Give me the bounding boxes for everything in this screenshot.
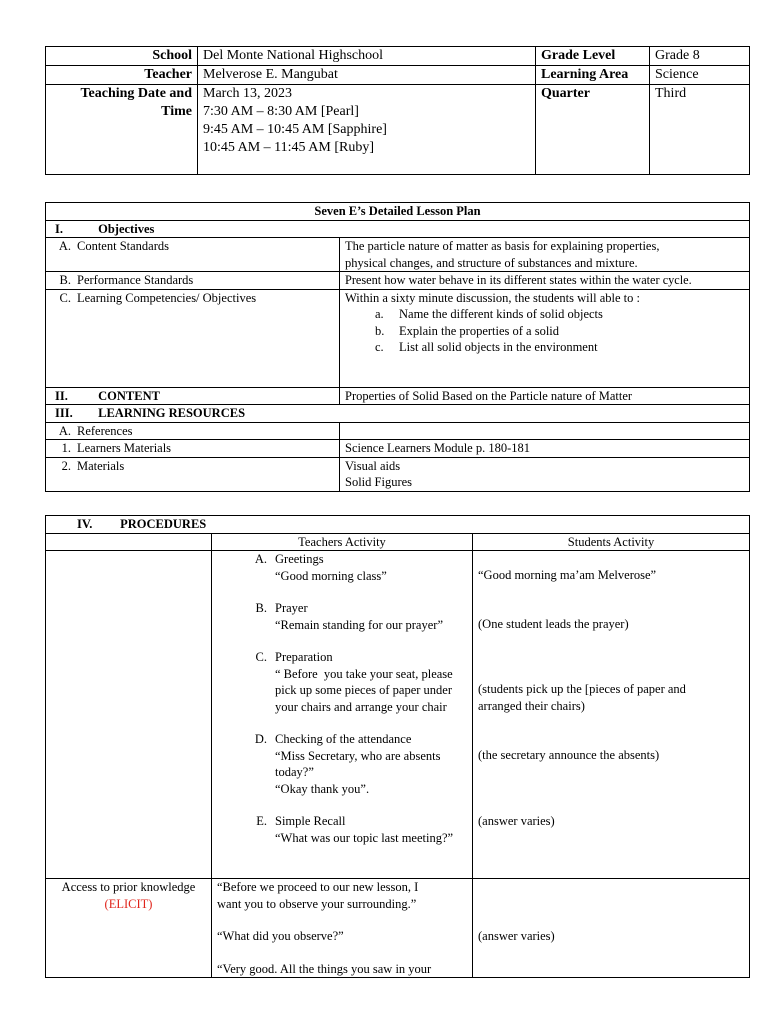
elicit-line: want you to observe your surrounding.”: [217, 896, 417, 911]
materials-value: [340, 457, 750, 491]
student-column-header: Students Activity: [473, 533, 750, 551]
time-slot: 7:30 AM – 8:30 AM [Pearl]: [203, 104, 359, 119]
student-response: (answer varies): [478, 813, 555, 828]
section-label: Objectives: [98, 221, 155, 236]
item-text: Explain the properties of a solid: [399, 323, 560, 338]
step-title: Greetings: [275, 552, 324, 566]
student-response: (One student leads the prayer): [478, 616, 629, 631]
section-label: PROCEDURES: [120, 517, 207, 531]
learners-label: [46, 440, 340, 458]
teacher-value: Melverose E. Mangubat: [198, 66, 536, 85]
item-number: C.: [59, 290, 71, 305]
school-label: School: [46, 47, 198, 66]
item-letter: a.: [375, 307, 384, 321]
step-preparation: [217, 649, 467, 715]
elicit-teacher: [212, 879, 473, 978]
area-value: Science: [650, 66, 750, 85]
time-slot: 10:45 AM – 11:45 AM [Ruby]: [203, 140, 374, 155]
section-number: I.: [55, 221, 63, 236]
step-prayer: [217, 600, 467, 633]
step-line: “Good morning class”: [275, 568, 387, 583]
value-line: The particle nature of matter as basis for explaining properties,: [345, 239, 660, 253]
content-value: Properties of Solid Based on the Particle nature of Matter: [340, 387, 750, 405]
student-response: (answer varies): [478, 929, 555, 943]
step-title: Checking of the attendance: [275, 732, 412, 746]
item-letter: b.: [375, 323, 385, 338]
section-label: CONTENT: [98, 388, 160, 403]
date-text: March 13, 2023: [203, 86, 293, 101]
step-letter: D.: [254, 732, 267, 746]
content-standards-value: [340, 238, 750, 272]
step-letter: C.: [255, 650, 267, 664]
item-number: A.: [58, 239, 71, 253]
step-title: Preparation: [275, 650, 333, 664]
competency-item: [345, 339, 744, 356]
teacher-activities: [212, 551, 473, 879]
step-line: “Okay thank you”.: [275, 781, 370, 796]
date-value: [198, 85, 536, 175]
step-recall: [217, 813, 467, 846]
plan-title: Seven E’s Detailed Lesson Plan: [46, 203, 750, 221]
section-number: III.: [55, 406, 73, 420]
quarter-value: Third: [650, 85, 750, 175]
performance-standards-value: Present how water behave in its different states within the water cycle.: [340, 272, 750, 290]
item-number: A.: [58, 423, 71, 438]
area-label: Learning Area: [536, 66, 650, 85]
item-label: References: [77, 423, 133, 438]
item-label: Performance Standards: [77, 273, 194, 287]
header-table: [45, 46, 750, 175]
lesson-plan-table: [45, 202, 750, 492]
teacher-column-header: Teachers Activity: [212, 533, 473, 551]
procedures-heading: [46, 516, 750, 534]
routine-label-cell: [46, 551, 212, 879]
step-greetings: [217, 551, 467, 584]
item-label: Materials: [77, 458, 125, 473]
item-number: 2.: [61, 458, 71, 473]
elicit-student: [473, 879, 750, 978]
references-value: [340, 422, 750, 440]
competency-item: [345, 323, 744, 340]
step-line: “What was our topic last meeting?”: [275, 830, 454, 845]
school-value: Del Monte National Highschool: [198, 47, 536, 66]
competencies-label: [46, 289, 340, 387]
date-label-line-2: Time: [161, 104, 192, 119]
step-title: Simple Recall: [275, 814, 346, 828]
step-letter: A.: [254, 552, 267, 566]
date-label: [46, 85, 198, 175]
resources-heading: [46, 405, 750, 423]
elicit-label-cell: [46, 879, 212, 978]
objectives-heading: [46, 220, 750, 238]
time-slot: 9:45 AM – 10:45 AM [Sapphire]: [203, 122, 387, 137]
elicit-line: “Before we proceed to our new lesson, I: [217, 880, 419, 894]
item-label: Learners Materials: [77, 441, 172, 455]
grade-label: Grade Level: [536, 47, 650, 66]
grade-value: Grade 8: [650, 47, 750, 66]
competency-item: [345, 306, 744, 323]
content-standards-label: [46, 238, 340, 272]
date-label-line-1: Teaching Date and: [80, 86, 192, 101]
step-title: Prayer: [275, 601, 308, 615]
learners-value: Science Learners Module p. 180-181: [340, 440, 750, 458]
value-line: Solid Figures: [345, 475, 413, 489]
step-line: “ Before you take your seat, please: [275, 666, 453, 681]
section-number: IV.: [77, 517, 93, 531]
step-letter: E.: [256, 814, 267, 828]
elicit-label: Access to prior knowledge: [61, 880, 196, 894]
item-label: Learning Competencies/ Objectives: [77, 290, 257, 305]
section-label: LEARNING RESOURCES: [98, 406, 246, 420]
step-attendance: [217, 731, 467, 797]
item-number: B.: [59, 273, 71, 287]
materials-label: [46, 457, 340, 491]
content-heading: [46, 387, 340, 405]
step-letter: B.: [255, 601, 267, 615]
student-response: (the secretary announce the absents): [478, 748, 660, 762]
elicit-line: “Very good. All the things you saw in your: [217, 961, 432, 976]
student-activities: [473, 551, 750, 879]
item-number: 1.: [61, 441, 71, 455]
item-text: Name the different kinds of solid objects: [399, 307, 603, 321]
student-response: (students pick up the [pieces of paper and: [478, 682, 686, 696]
item-label: Content Standards: [77, 239, 170, 253]
elicit-tag: (ELICIT): [104, 896, 153, 911]
competencies-intro: Within a sixty minute discussion, the students will able to :: [345, 290, 640, 305]
value-line: Visual aids: [345, 458, 401, 473]
step-line: your chairs and arrange your chair: [275, 699, 447, 714]
performance-standards-label: [46, 272, 340, 290]
empty-header-cell: [46, 533, 212, 551]
step-line: pick up some pieces of paper under: [275, 683, 453, 697]
elicit-line: “What did you observe?”: [217, 929, 344, 943]
item-letter: c.: [375, 340, 384, 354]
references-label: [46, 422, 340, 440]
student-response: arranged their chairs): [478, 698, 585, 713]
value-line: physical changes, and structure of substances and mixture.: [345, 255, 638, 270]
section-number: II.: [55, 388, 68, 403]
student-response: “Good morning ma’am Melverose”: [478, 568, 657, 582]
step-line: today?”: [275, 765, 314, 779]
item-text: List all solid objects in the environment: [399, 340, 598, 354]
competencies-value: [340, 289, 750, 387]
quarter-label: Quarter: [536, 85, 650, 175]
step-line: “Remain standing for our prayer”: [275, 617, 443, 632]
step-line: “Miss Secretary, who are absents: [275, 748, 441, 763]
procedures-table: [45, 515, 750, 978]
teacher-label: Teacher: [46, 66, 198, 85]
